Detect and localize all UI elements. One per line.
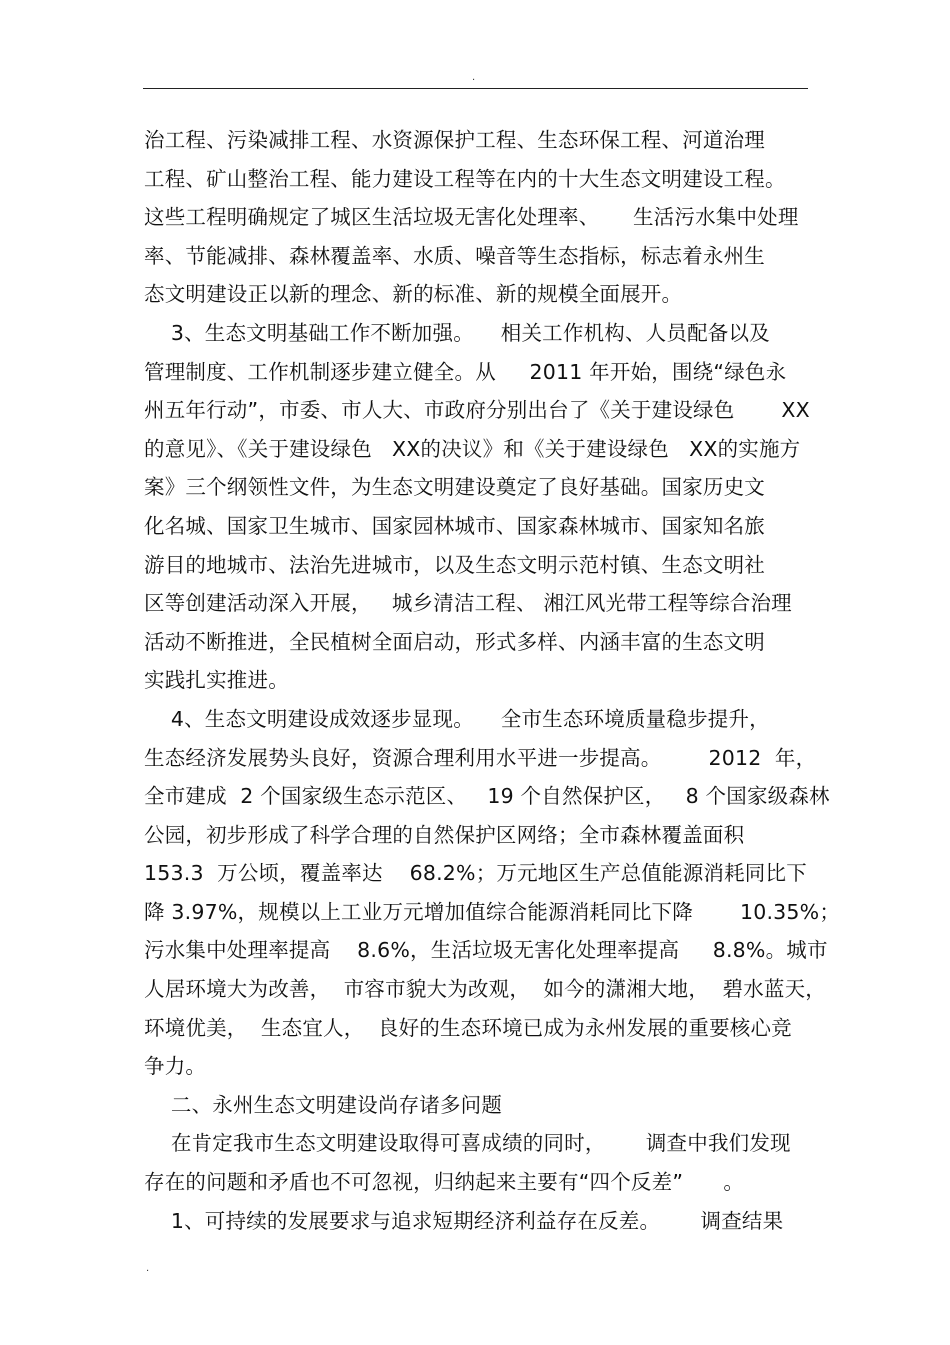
text-line: 案》三个纲领性文件，为生态文明建设奠定了良好基础。国家历史文 — [144, 475, 765, 500]
text-line: 争力。 — [144, 1054, 207, 1079]
document-body — [144, 121, 841, 1240]
text-line: 管理制度、工作机制逐步建立健全。从 2011 年开始，围绕“绿色永 — [144, 359, 787, 384]
section-heading: 二、永州生态文明建设尚存诸多问题 — [144, 1092, 503, 1117]
text-line: 的意见》、《关于建设绿色 XX的决议》和《关于建设绿色 XX的实施方 — [144, 436, 801, 461]
text-line: 区等创建活动深入开展， 城乡清洁工程、 湘江风光带工程等综合治理 — [144, 591, 792, 616]
text-line: 1、可持续的发展要求与追求短期经济利益存在反差。 调查结果 — [144, 1208, 784, 1233]
text-line: 人居环境大为改善， 市容市貌大为改观， 如今的潇湘大地， 碧水蓝天， — [144, 977, 826, 1002]
text-line: 存在的问题和矛盾也不可忽视，归纳起来主要有“四个反差” 。 — [144, 1170, 745, 1195]
text-line: 全市建成 2 个国家级生态示范区、 19 个自然保护区， 8 个国家级森林 — [144, 784, 830, 809]
text-line: 活动不断推进，全民植树全面启动，形式多样、内涵丰富的生态文明 — [144, 629, 765, 654]
text-line: 4、生态文明建设成效逐步显现。 全市生态环境质量稳步提升， — [144, 706, 770, 731]
text-line: 污水集中处理率提高 8.6%，生活垃圾无害化处理率提高 8.8%。城市 — [144, 938, 828, 963]
text-line: 这些工程明确规定了城区生活垃圾无害化处理率、 生活污水集中处理 — [144, 205, 799, 230]
text-line: 治工程、污染减排工程、水资源保护工程、生态环保工程、河道治理 — [144, 128, 765, 152]
text-line: 环境优美， 生态宜人， 良好的生态环境已成为永州发展的重要核心竞 — [144, 1015, 792, 1040]
text-line: 实践扎实推进。 — [144, 668, 289, 693]
text-line: 生态经济发展势头良好，资源合理利用水平进一步提高。 2012 年， — [144, 745, 817, 770]
text-line: 3、生态文明基础工作不断加强。 相关工作机构、人员配备以及 — [144, 320, 770, 345]
text-line: 降 3.97%，规模以上工业万元增加值综合能源消耗同比下降 10.35%； — [144, 899, 841, 924]
text-line: 态文明建设正以新的理念、新的标准、新的规模全面展开。 — [144, 282, 683, 307]
text-line: 游目的地城市、法治先进城市，以及生态文明示范村镇、生态文明社 — [144, 552, 765, 577]
text-line: 在肯定我市生态文明建设取得可喜成绩的同时， 调查中我们发现 — [144, 1131, 791, 1156]
footer-mark: . — [146, 1263, 150, 1274]
text-line: 工程、矿山整治工程、能力建设工程等在内的十大生态文明建设工程。 — [144, 166, 786, 191]
header-mark: . — [472, 72, 476, 83]
text-line: 化名城、国家卫生城市、国家园林城市、国家森林城市、国家知名旅 — [144, 513, 765, 538]
text-line: 率、节能减排、森林覆盖率、水质、噪音等生态指标，标志着永州生 — [144, 243, 765, 268]
header-rule — [143, 88, 808, 89]
text-line: 公园，初步形成了科学合理的自然保护区网络；全市森林覆盖面积 — [144, 822, 745, 847]
text-line: 153.3 万公顷，覆盖率达 68.2%；万元地区生产总值能源消耗同比下 — [144, 861, 807, 886]
text-line: 州五年行动”，市委、市人大、市政府分别出台了《关于建设绿色 XX — [144, 398, 810, 423]
